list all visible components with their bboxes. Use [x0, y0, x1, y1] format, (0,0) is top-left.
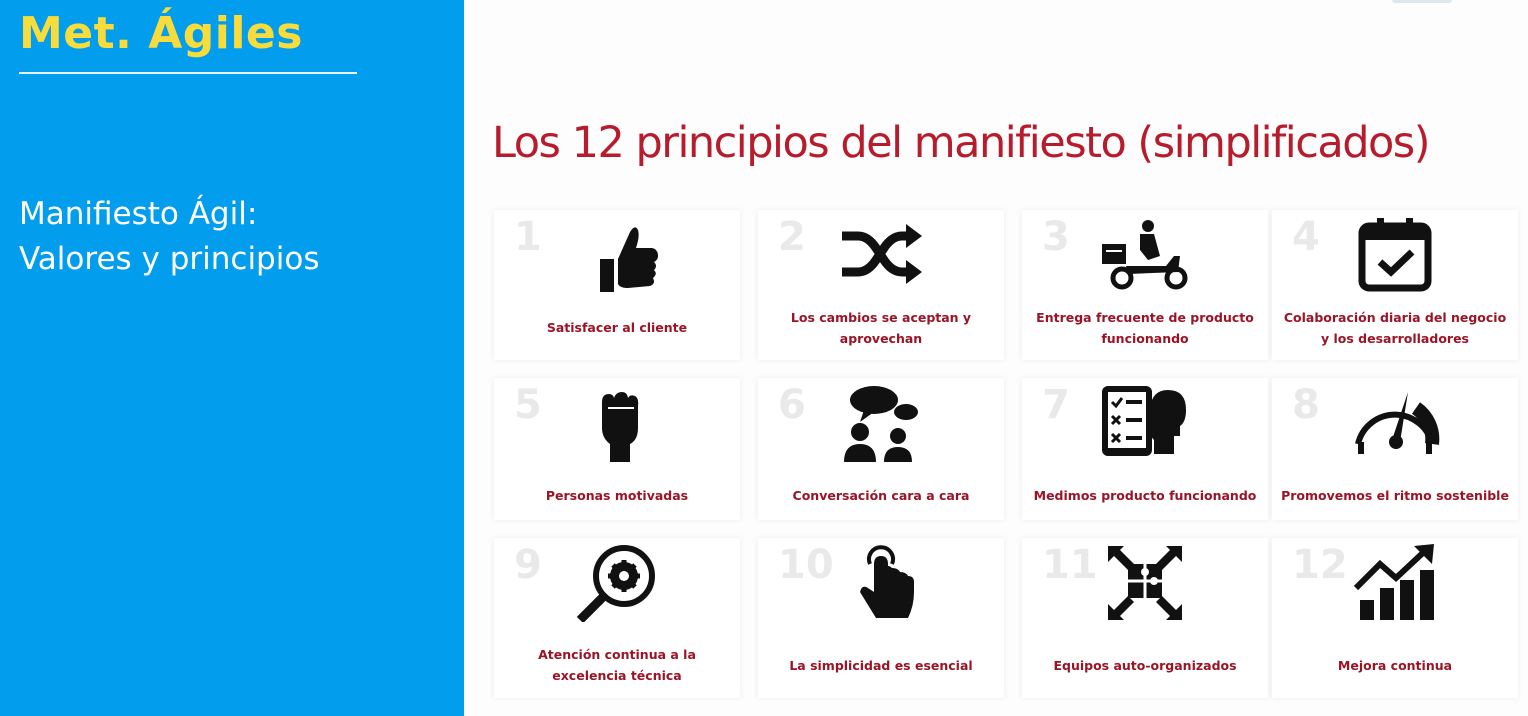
caption-line: Los cambios se aceptan y	[790, 310, 972, 325]
principle-number: 8	[1292, 382, 1320, 428]
principle-number: 12	[1292, 542, 1348, 588]
caption-line: funcionando	[1101, 331, 1189, 346]
principle-caption	[758, 485, 1004, 506]
raised-fist-icon	[572, 382, 662, 462]
caption-line: Conversación cara a cara	[792, 488, 970, 503]
caption-line: Colaboración diaria del negocio	[1283, 310, 1507, 325]
principle-caption	[1022, 485, 1268, 506]
principle-card-8	[1272, 378, 1518, 520]
subtitle-line-1: Manifiesto Ágil:	[19, 196, 258, 232]
caption-line: excelencia técnica	[552, 668, 682, 683]
magnifier-gear-icon	[572, 542, 662, 622]
principle-number: 4	[1292, 214, 1320, 260]
principle-caption	[494, 485, 740, 506]
principle-card-9	[494, 538, 740, 698]
caption-line: Promovemos el ritmo sostenible	[1281, 488, 1509, 503]
principle-card-10	[758, 538, 1004, 698]
principle-caption	[1272, 485, 1518, 506]
principle-caption	[1022, 307, 1268, 349]
principle-caption	[1272, 655, 1518, 676]
delivery-scooter-icon	[1100, 214, 1190, 294]
principle-card-12	[1272, 538, 1518, 698]
caption-line: Medimos producto funcionando	[1033, 488, 1257, 503]
principle-number: 5	[514, 382, 542, 428]
principle-caption	[1272, 307, 1518, 349]
shuffle-arrows-icon	[836, 214, 926, 294]
principle-card-2	[758, 210, 1004, 360]
principle-caption	[758, 655, 1004, 676]
principle-number: 6	[778, 382, 806, 428]
subtitle-line-2: Valores y principios	[19, 241, 320, 277]
principle-number: 1	[514, 214, 542, 260]
checklist-head-icon	[1100, 382, 1190, 462]
principle-number: 7	[1042, 382, 1070, 428]
section-title: Met. Ágiles	[19, 8, 303, 59]
principle-card-1	[494, 210, 740, 360]
speedometer-icon	[1350, 382, 1440, 462]
caption-line: La simplicidad es esencial	[789, 658, 973, 673]
principle-card-3	[1022, 210, 1268, 360]
principle-number: 10	[778, 542, 834, 588]
thumbs-up-icon	[572, 214, 662, 294]
caption-line: Entrega frecuente de producto	[1036, 310, 1254, 325]
caption-line: Mejora continua	[1337, 658, 1453, 673]
title-divider	[19, 72, 357, 74]
caption-line: aprovechan	[839, 331, 923, 346]
principle-card-5	[494, 378, 740, 520]
principle-card-7	[1022, 378, 1268, 520]
principle-number: 9	[514, 542, 542, 588]
corner-decoration	[1392, 0, 1452, 3]
principle-caption	[494, 317, 740, 338]
conversation-icon	[836, 382, 926, 462]
principle-caption	[1022, 655, 1268, 676]
puzzle-arrows-icon	[1100, 542, 1190, 622]
principle-number: 11	[1042, 542, 1098, 588]
caption-line: Satisfacer al cliente	[546, 320, 688, 335]
principle-card-11	[1022, 538, 1268, 698]
caption-line: Atención continua a la	[538, 647, 696, 662]
calendar-check-icon	[1350, 214, 1440, 294]
finger-tap-icon	[836, 542, 926, 622]
principle-caption	[758, 307, 1004, 349]
caption-line: Personas motivadas	[545, 488, 689, 503]
caption-line: y los desarrolladores	[1320, 331, 1469, 346]
sidebar-panel	[0, 0, 464, 716]
caption-line: Equipos auto-organizados	[1053, 658, 1237, 673]
section-subtitle	[19, 192, 319, 282]
principle-number: 3	[1042, 214, 1070, 260]
principle-card-4	[1272, 210, 1518, 360]
principle-number: 2	[778, 214, 806, 260]
growth-chart-icon	[1350, 542, 1440, 622]
principle-card-6	[758, 378, 1004, 520]
slide-title: Los 12 principios del manifiesto (simplificados)	[492, 118, 1429, 168]
principle-caption	[494, 644, 740, 686]
